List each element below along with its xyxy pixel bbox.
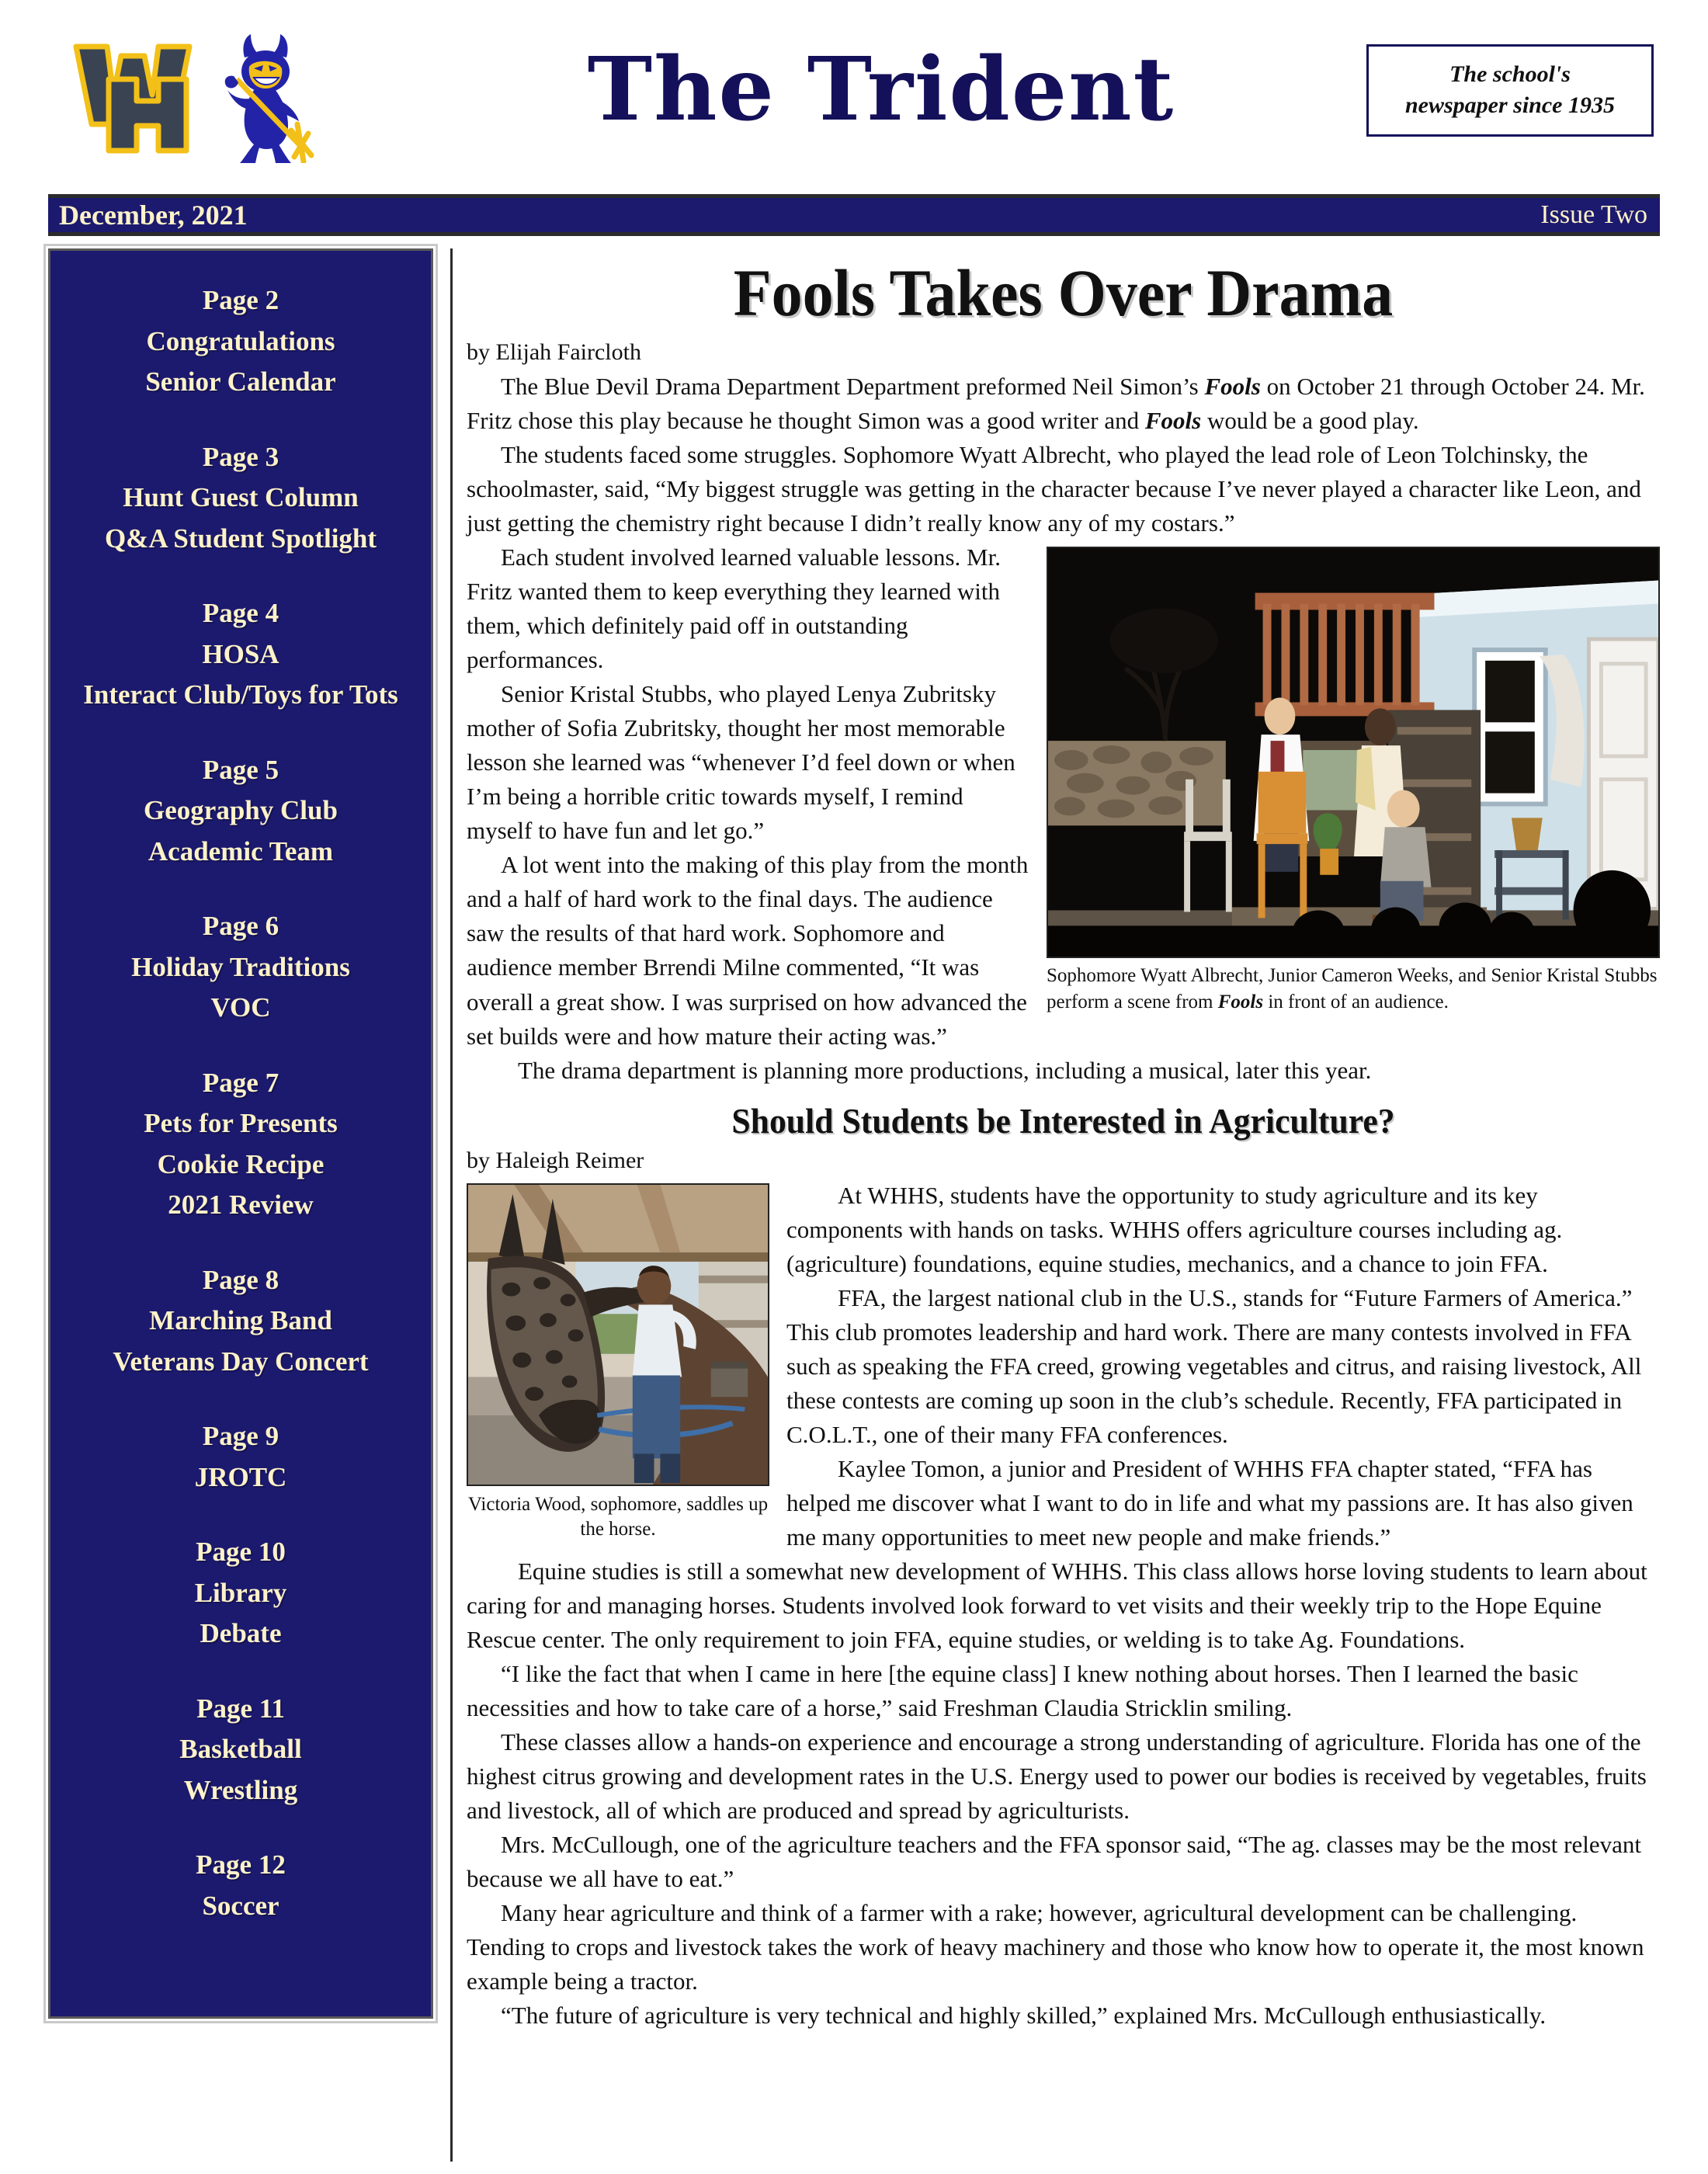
article-1-paragraph-5: A lot went into the making of this play from the month and a half of hard work to the final days. The audience saw the results of that hard work. Sophomore and audience member Brrendi Milne commented, “It was overall a great show. I was surprised on how advanced the set builds were and how mature their acting was.” bbox=[467, 851, 1029, 1050]
index-group bbox=[55, 1532, 426, 1655]
article-2-byline: by Haleigh Reimer bbox=[467, 1148, 644, 1174]
index-item[interactable]: Library bbox=[194, 1577, 287, 1608]
p1-text-c: would be a good play. bbox=[1201, 407, 1419, 435]
page-title: The Trident bbox=[587, 39, 1175, 141]
index-page-label[interactable]: Page 3 bbox=[202, 441, 279, 472]
drama-photo-caption bbox=[1047, 958, 1660, 1016]
index-group bbox=[55, 1845, 426, 1926]
index-item[interactable]: Debate bbox=[200, 1618, 282, 1648]
article-2-paragraph-5: “I like the fact that when I came in here [the equine class] I knew nothing about horses. Then I learned the basic necessities and how to take care of a horse,” said Freshman Claudia Stricklin smiling. bbox=[467, 1659, 1578, 1721]
article-2-paragraph-1: At WHHS, students have the opportunity to study agriculture and its key components with hands on tasks. WHHS offers agriculture courses including ag. (agriculture) foundations, equine studies, mechanics, and a chance to join FFA. bbox=[786, 1181, 1563, 1277]
index-page-label[interactable]: Page 12 bbox=[196, 1849, 286, 1880]
horse-photo-figure bbox=[467, 1183, 769, 1543]
datebar bbox=[48, 194, 1660, 236]
index-item[interactable]: Veterans Day Concert bbox=[113, 1346, 369, 1377]
index-item[interactable]: Geography Club bbox=[144, 795, 338, 825]
index-page-label[interactable]: Page 4 bbox=[202, 598, 279, 628]
index-item[interactable]: Wrestling bbox=[183, 1774, 298, 1805]
drama-stage-photo bbox=[1047, 547, 1660, 958]
caption-text-a: Sophomore Wyatt Albrecht, Junior Cameron Weeks, and Senior Kristal Stubbs perform a scene from bbox=[1047, 965, 1658, 1013]
index-group bbox=[55, 750, 426, 873]
article-2-paragraph-6: These classes allow a hands-on experience and encourage a strong understanding of agriculture. Florida has one of the highest citrus growing and development rates in the U.S. Energy used to power our bodies is received by vegetables, fruits and livestock, all of which are produced and spread by agriculturists. bbox=[467, 1728, 1647, 1824]
index-item[interactable]: 2021 Review bbox=[168, 1189, 314, 1220]
horse-photo-caption: Victoria Wood, sophomore, saddles up the horse. bbox=[467, 1493, 769, 1540]
article-1-paragraph-1 bbox=[467, 370, 1660, 438]
tagline-line-2: newspaper since 1935 bbox=[1405, 92, 1615, 118]
index-group bbox=[55, 906, 426, 1029]
index-item[interactable]: HOSA bbox=[202, 638, 279, 669]
article-2-headline: Should Students be Interested in Agriculture? bbox=[731, 1100, 1395, 1141]
article-2-paragraph-9: “The future of agriculture is very technical and highly skilled,” explained Mrs. McCullough enthusiastically. bbox=[501, 2002, 1547, 2030]
play-title-fools: Fools bbox=[1204, 373, 1261, 401]
article-1-byline: by Elijah Faircloth bbox=[467, 339, 641, 365]
index-item[interactable]: Q&A Student Spotlight bbox=[104, 523, 377, 554]
article-1-paragraph-2: The students faced some struggles. Sophomore Wyatt Albrecht, who played the lead role of Leon Tolchinsky, the schoolmaster, said, “My biggest struggle was getting in the character because I’ve never played a character like Leon, and just getting the chemistry right because I didn’t really know any of my costars.” bbox=[467, 441, 1641, 537]
caption-play-title: Fools bbox=[1217, 991, 1264, 1013]
index-page-label[interactable]: Page 9 bbox=[202, 1421, 279, 1451]
index-item[interactable]: JROTC bbox=[194, 1461, 287, 1492]
article-1-headline: Fools Takes Over Drama bbox=[733, 255, 1394, 330]
index-item[interactable]: Pets for Presents bbox=[144, 1108, 338, 1138]
tagline-line-1: The school's bbox=[1449, 61, 1571, 87]
index-group bbox=[55, 593, 426, 716]
index-page-label[interactable]: Page 2 bbox=[202, 285, 279, 315]
index-group bbox=[55, 280, 426, 403]
index-page-label[interactable]: Page 7 bbox=[202, 1067, 279, 1098]
article-2-paragraph-2: FFA, the largest national club in the U.S., stands for “Future Farmers of America.” This club promotes leadership and hard work. There are many contests involved in FFA such as speaking the FFA creed, growing vegetables and citrus, and raising livestock, All these contests are coming up soon in the club’s schedule. Recently, FFA participated in C.O.L.T., one of their many FFA conferences. bbox=[786, 1283, 1642, 1448]
index-item[interactable]: Hunt Guest Column bbox=[123, 482, 359, 512]
play-title-fools-2: Fools bbox=[1144, 407, 1202, 435]
article-1-paragraph-4: Senior Kristal Stubbs, who played Lenya Zubritsky mother of Sofia Zubritsky, thought her most memorable lesson she learned was “whenever I’d feel down or when I’m being a horrible critic towards myself, I remind myself to have fun and let go.” bbox=[467, 680, 1015, 845]
index-item[interactable]: Soccer bbox=[202, 1890, 279, 1921]
index-page-label[interactable]: Page 5 bbox=[202, 754, 279, 785]
masthead bbox=[0, 0, 1708, 194]
caption-text-b: in front of an audience. bbox=[1263, 991, 1449, 1013]
article-2-paragraph-3: Kaylee Tomon, a junior and President of WHHS FFA chapter stated, “FFA has helped me discover what I want to do in life and what my passions are. It has also given me many opportunities to meet new people and make friends.” bbox=[786, 1454, 1633, 1551]
issue-number: Issue Two bbox=[1540, 200, 1647, 229]
index-item[interactable]: Basketball bbox=[179, 1734, 302, 1764]
p1-text-b: on October 21 through October 24. Mr. Fritz chose this play because he thought Simon was a good writer and bbox=[467, 373, 1645, 435]
article-1-paragraph-6: The drama department is planning more productions, including a musical, later this year. bbox=[518, 1056, 1372, 1084]
horse-saddle-photo bbox=[467, 1183, 769, 1486]
index-item[interactable]: Senior Calendar bbox=[145, 366, 336, 397]
school-logo bbox=[70, 31, 396, 163]
tagline-box bbox=[1366, 44, 1654, 137]
article-1-paragraph-3: Each student involved learned valuable lessons. Mr. Fritz wanted them to keep everything they learned with them, which definitely paid off in outstanding performances. bbox=[467, 544, 1001, 674]
index-page-label[interactable]: Page 10 bbox=[196, 1537, 286, 1567]
index-group bbox=[55, 1260, 426, 1383]
index-page-label[interactable]: Page 8 bbox=[202, 1264, 279, 1295]
wh-monogram-icon bbox=[70, 39, 206, 155]
page-content bbox=[0, 236, 1708, 2162]
p1-text-a: The Blue Devil Drama Department Department preformed Neil Simon’s bbox=[501, 373, 1205, 401]
index-item[interactable]: VOC bbox=[210, 992, 271, 1023]
index-item[interactable]: Academic Team bbox=[148, 835, 334, 866]
blue-devil-mascot-icon bbox=[210, 31, 319, 163]
index-group bbox=[55, 437, 426, 560]
index-item[interactable]: Holiday Traditions bbox=[131, 951, 350, 982]
index-group bbox=[55, 1689, 426, 1811]
article-2-paragraph-7: Mrs. McCullough, one of the agriculture teachers and the FFA sponsor said, “The ag. classes may be the most relevant because we all have to eat.” bbox=[467, 1830, 1641, 1892]
article-2-paragraph-8: Many hear agriculture and think of a farmer with a rake; however, agricultural development can be challenging. Tending to crops and livestock takes the work of heavy machinery and those who know how to operate it, the most known example being a tractor. bbox=[467, 1898, 1644, 1995]
index-item[interactable]: Interact Club/Toys for Tots bbox=[83, 679, 398, 710]
index-group bbox=[55, 1416, 426, 1498]
main-column bbox=[450, 248, 1660, 2162]
index-sidebar bbox=[48, 248, 433, 2019]
index-item[interactable]: Marching Band bbox=[149, 1305, 332, 1335]
index-item[interactable]: Congratulations bbox=[146, 325, 335, 356]
index-group bbox=[55, 1063, 426, 1226]
index-page-label[interactable]: Page 6 bbox=[202, 911, 279, 941]
drama-photo-figure bbox=[1047, 547, 1660, 1016]
issue-date: December, 2021 bbox=[59, 200, 248, 231]
index-item[interactable]: Cookie Recipe bbox=[157, 1148, 325, 1179]
index-page-label[interactable]: Page 11 bbox=[196, 1693, 285, 1724]
datebar-wrapper bbox=[0, 194, 1708, 236]
article-2-paragraph-4: Equine studies is still a somewhat new development of WHHS. This class allows horse loving students to learn about caring for and managing horses. Students involved look forward to vet visits and their weekly trip to the Hope Equine Rescue center. The only requirement to join FFA, equine studies, or welding is to take Ag. Foundations. bbox=[467, 1557, 1647, 1653]
